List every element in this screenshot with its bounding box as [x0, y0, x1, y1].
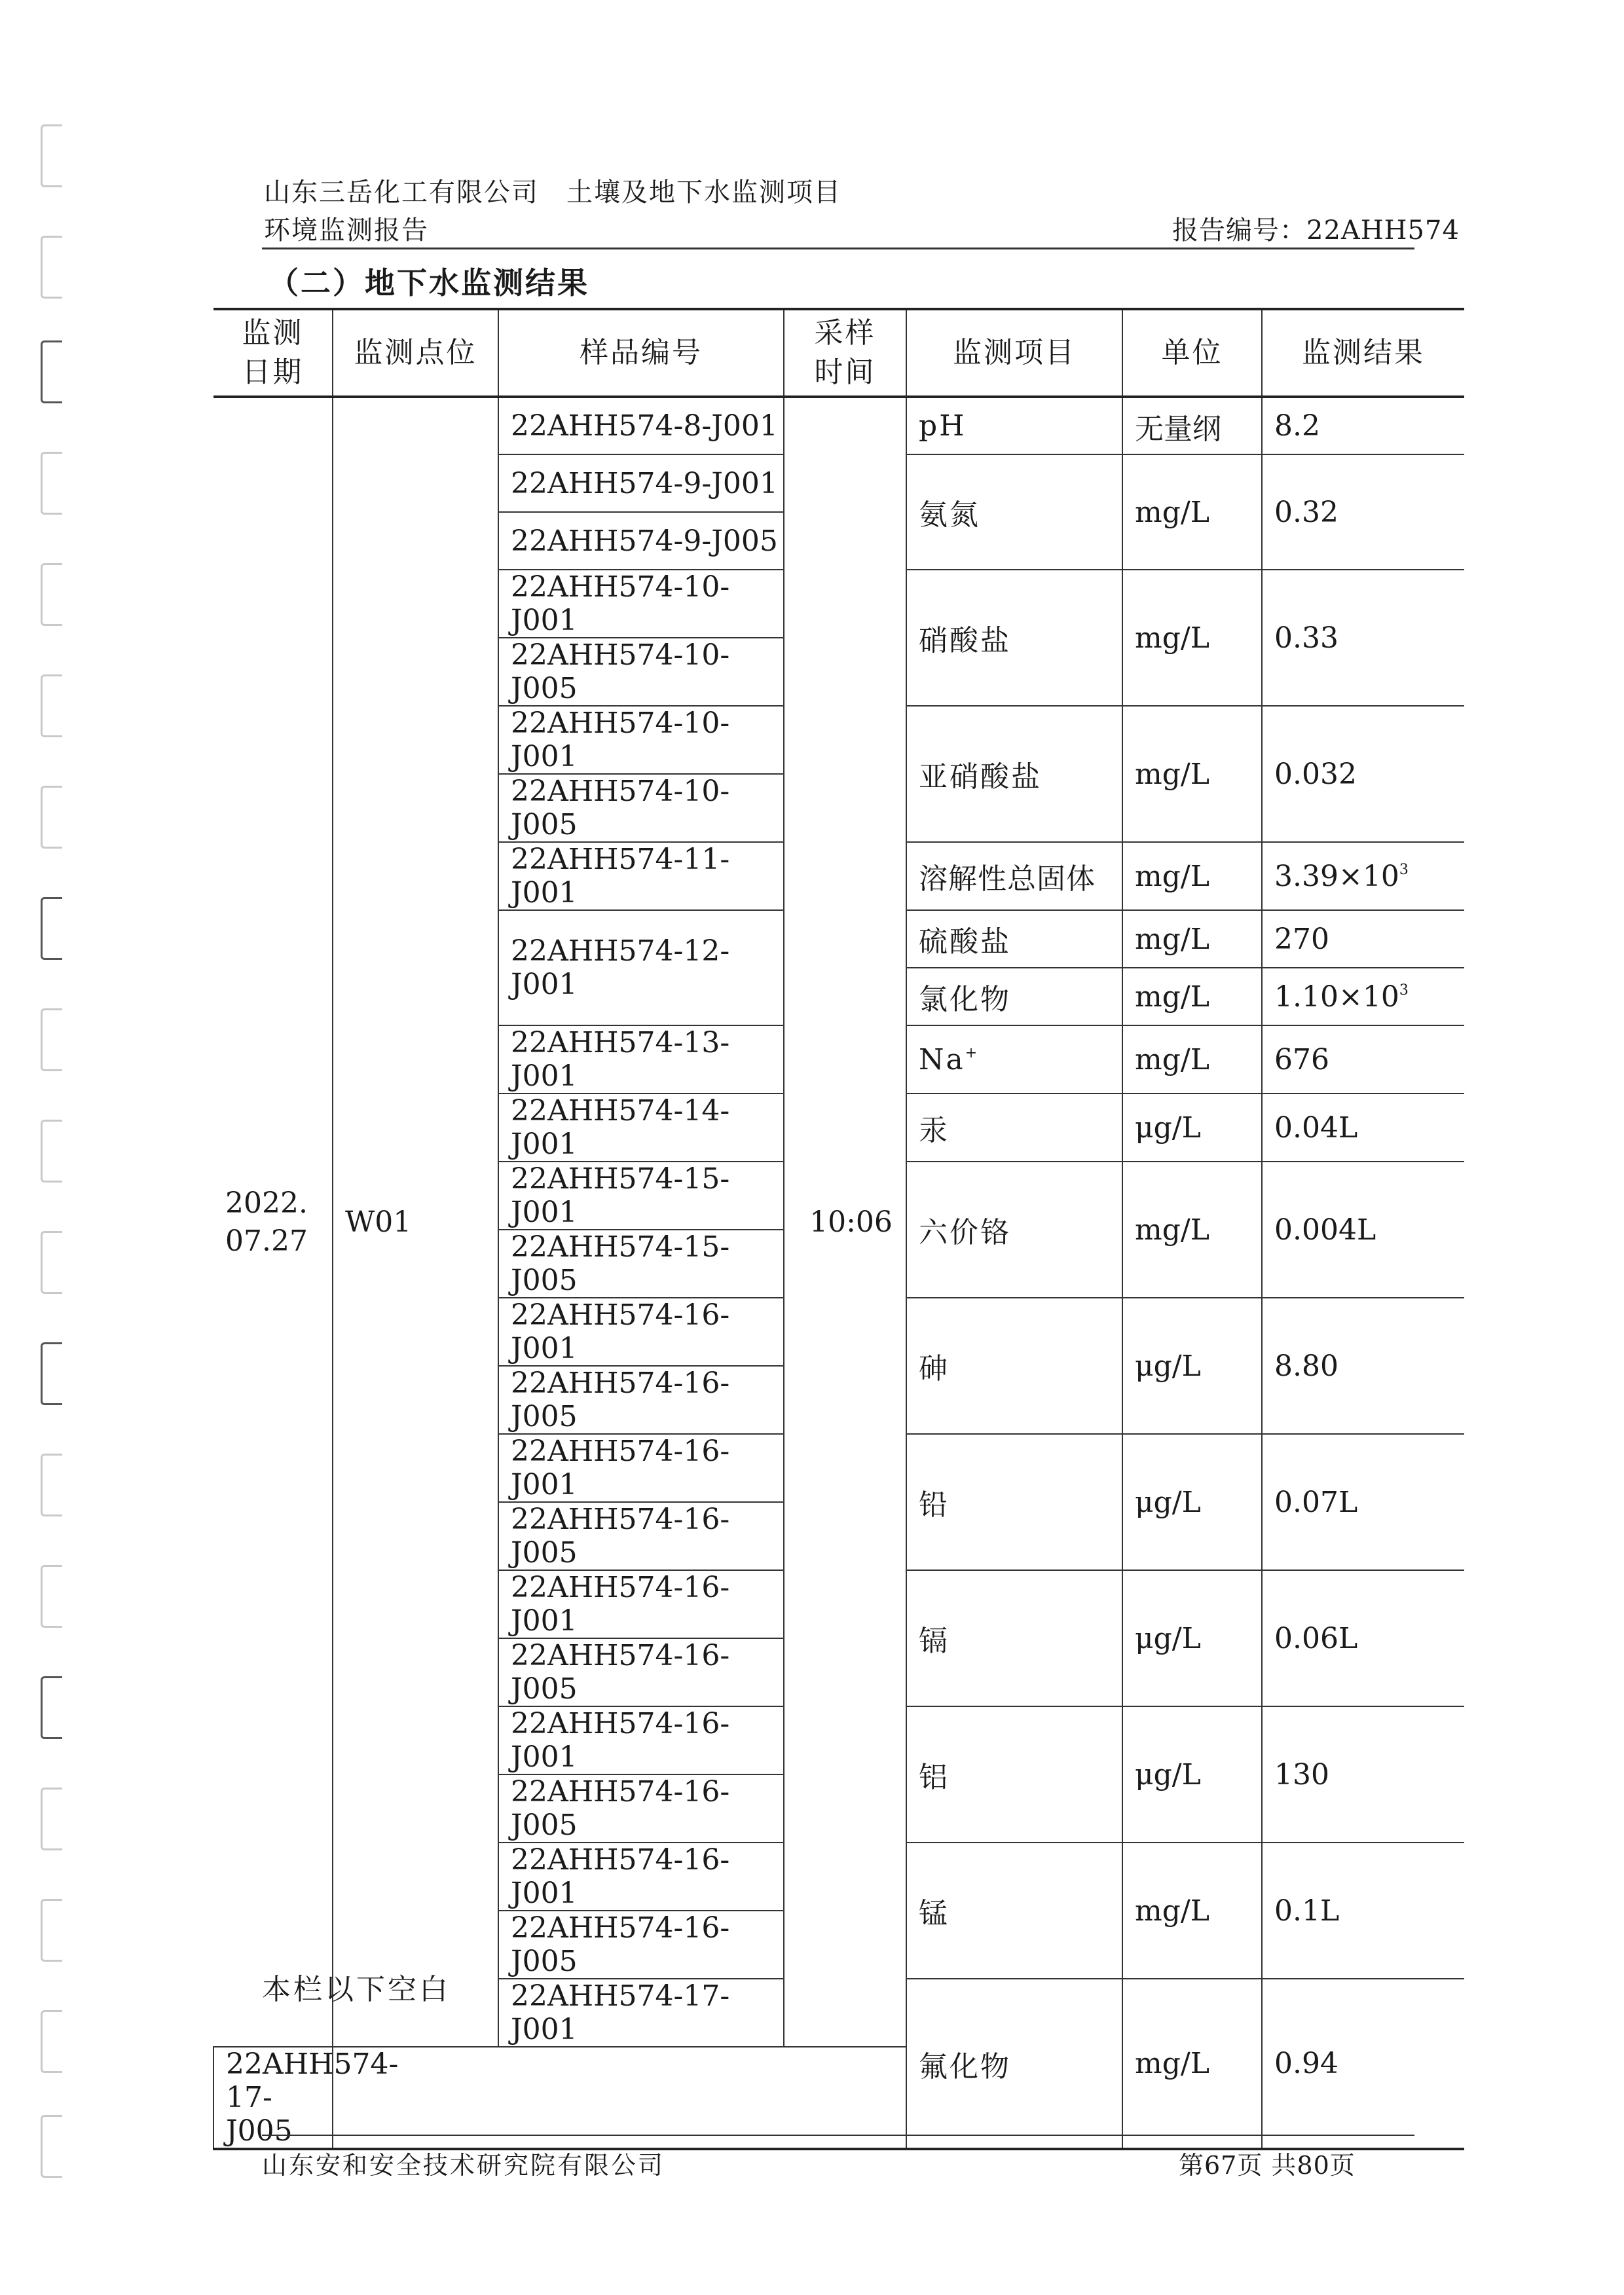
unit-cell: mg/L [1122, 1162, 1262, 1298]
header-result: 监测结果 [1262, 309, 1464, 397]
header-company-project: 山东三岳化工有限公司 土壤及地下水监测项目 [264, 177, 841, 208]
binder-mark [41, 1120, 62, 1183]
sample-cell: 22AHH574-16-J005 [498, 1774, 784, 1843]
item-cell: 氯化物 [906, 968, 1122, 1025]
result-cell: 8.80 [1262, 1298, 1464, 1434]
binder-mark [41, 1565, 62, 1628]
sample-cell: 22AHH574-16-J005 [498, 1638, 784, 1706]
result-cell: 0.1L [1262, 1843, 1464, 1979]
unit-cell: μg/L [1122, 1434, 1262, 1570]
time-cell: 10:06 [784, 397, 906, 2047]
binder-mark [41, 452, 62, 515]
sample-cell: 22AHH574-10-J001 [498, 706, 784, 774]
results-table [213, 308, 1464, 2150]
result-cell: 0.94 [1262, 1979, 1464, 2149]
binder-mark [41, 1008, 62, 1071]
header-divider [262, 248, 1414, 249]
item-cell: pH [906, 397, 1122, 454]
unit-cell: mg/L [1122, 1979, 1262, 2149]
binder-mark [41, 897, 62, 960]
header-sample-no: 样品编号 [498, 309, 784, 397]
result-cell: 0.32 [1262, 454, 1464, 570]
sample-cell: 22AHH574-16-J001 [498, 1570, 784, 1638]
sample-cell: 22AHH574-12-J001 [498, 910, 784, 1025]
sample-cell: 22AHH574-11-J001 [498, 842, 784, 910]
section-title: （二）地下水监测结果 [268, 265, 589, 301]
unit-cell: mg/L [1122, 1025, 1262, 1093]
item-cell: 砷 [906, 1298, 1122, 1434]
sample-cell: 22AHH574-16-J001 [498, 1706, 784, 1774]
binder-mark [41, 1899, 62, 1962]
item-cell: 汞 [906, 1093, 1122, 1162]
sample-cell: 22AHH574-9-J001 [498, 454, 784, 512]
unit-cell: μg/L [1122, 1298, 1262, 1434]
unit-cell: μg/L [1122, 1706, 1262, 1843]
binder-mark [41, 563, 62, 626]
binder-mark [41, 2010, 62, 2073]
page-number: 第67页 共80页 [1179, 2151, 1356, 2180]
unit-cell: mg/L [1122, 706, 1262, 842]
binder-mark [41, 1454, 62, 1516]
unit-cell: mg/L [1122, 454, 1262, 570]
item-cell: 硫酸盐 [906, 910, 1122, 968]
item-cell: 氟化物 [906, 1979, 1122, 2149]
item-cell: 氨氮 [906, 454, 1122, 570]
item-cell: 铝 [906, 1706, 1122, 1843]
sample-cell: 22AHH574-8-J001 [498, 397, 784, 454]
sample-cell: 22AHH574-14-J001 [498, 1093, 784, 1162]
sample-cell: 22AHH574-16-J001 [498, 1298, 784, 1366]
sample-cell: 22AHH574-9-J005 [498, 512, 784, 570]
table-row [213, 397, 1464, 454]
binder-mark [41, 340, 62, 403]
item-cell: Na+ [906, 1025, 1122, 1093]
binder-mark [41, 1231, 62, 1294]
blank-below-note: 本栏以下空白 [262, 1973, 451, 2006]
binder-mark [41, 1342, 62, 1405]
unit-cell: 无量纲 [1122, 397, 1262, 454]
binder-mark [41, 1788, 62, 1850]
unit-cell: mg/L [1122, 910, 1262, 968]
header-point: 监测点位 [333, 309, 498, 397]
binder-mark [41, 786, 62, 849]
header-date: 监测 日期 [213, 309, 333, 397]
sample-cell: 22AHH574-15-J001 [498, 1162, 784, 1230]
header-time: 采样 时间 [784, 309, 906, 397]
sample-cell: 22AHH574-16-J001 [498, 1843, 784, 1911]
binder-mark [41, 124, 62, 187]
binder-mark [41, 674, 62, 737]
item-cell: 铅 [906, 1434, 1122, 1570]
sample-cell: 22AHH574-15-J005 [498, 1230, 784, 1298]
result-cell: 8.2 [1262, 397, 1464, 454]
report-number: 报告编号：22AHH574 [1172, 215, 1460, 246]
result-cell: 0.004L [1262, 1162, 1464, 1298]
result-cell: $1.10\times 10^3$ [1262, 968, 1464, 1025]
sample-cell: 22AHH574-16-J001 [498, 1434, 784, 1502]
header-item: 监测项目 [906, 309, 1122, 397]
binder-mark [41, 2115, 62, 2178]
unit-cell: mg/L [1122, 1843, 1262, 1979]
footer-organization: 山东安和安全技术研究院有限公司 [262, 2151, 665, 2180]
sample-cell: 22AHH574-16-J005 [498, 1502, 784, 1570]
item-cell: 六价铬 [906, 1162, 1122, 1298]
item-cell: 亚硝酸盐 [906, 706, 1122, 842]
sample-cell: 22AHH574-13-J001 [498, 1025, 784, 1093]
sample-cell: 22AHH574-10-J005 [498, 774, 784, 842]
footer-divider [262, 2135, 1414, 2136]
sample-cell: 22AHH574-16-J005 [498, 1911, 784, 1979]
unit-cell: mg/L [1122, 842, 1262, 910]
header-unit: 单位 [1122, 309, 1262, 397]
result-cell: 0.04L [1262, 1093, 1464, 1162]
sample-cell: 22AHH574-17-J005 [213, 2047, 333, 2149]
sample-cell: 22AHH574-16-J005 [498, 1366, 784, 1434]
point-cell: W01 [333, 397, 498, 2047]
date-cell: 2022. 07.27 [213, 397, 333, 2047]
result-cell: 0.06L [1262, 1570, 1464, 1706]
header-doc-type: 环境监测报告 [264, 215, 429, 246]
binder-mark [41, 236, 62, 299]
unit-cell: mg/L [1122, 968, 1262, 1025]
item-cell: 镉 [906, 1570, 1122, 1706]
sample-cell: 22AHH574-10-J005 [498, 638, 784, 706]
item-cell: 锰 [906, 1843, 1122, 1979]
sample-cell: 22AHH574-10-J001 [498, 570, 784, 638]
result-cell: 0.032 [1262, 706, 1464, 842]
unit-cell: μg/L [1122, 1093, 1262, 1162]
result-cell: 676 [1262, 1025, 1464, 1093]
binder-mark [41, 1676, 62, 1739]
table-header-row [213, 309, 1464, 397]
result-cell: 270 [1262, 910, 1464, 968]
unit-cell: μg/L [1122, 1570, 1262, 1706]
item-cell: 硝酸盐 [906, 570, 1122, 706]
sample-cell: 22AHH574-17-J001 [498, 1979, 784, 2047]
unit-cell: mg/L [1122, 570, 1262, 706]
result-cell: 0.07L [1262, 1434, 1464, 1570]
item-cell: 溶解性总固体 [906, 842, 1122, 910]
result-cell: 0.33 [1262, 570, 1464, 706]
result-cell: $3.39\times 10^3$ [1262, 842, 1464, 910]
result-cell: 130 [1262, 1706, 1464, 1843]
